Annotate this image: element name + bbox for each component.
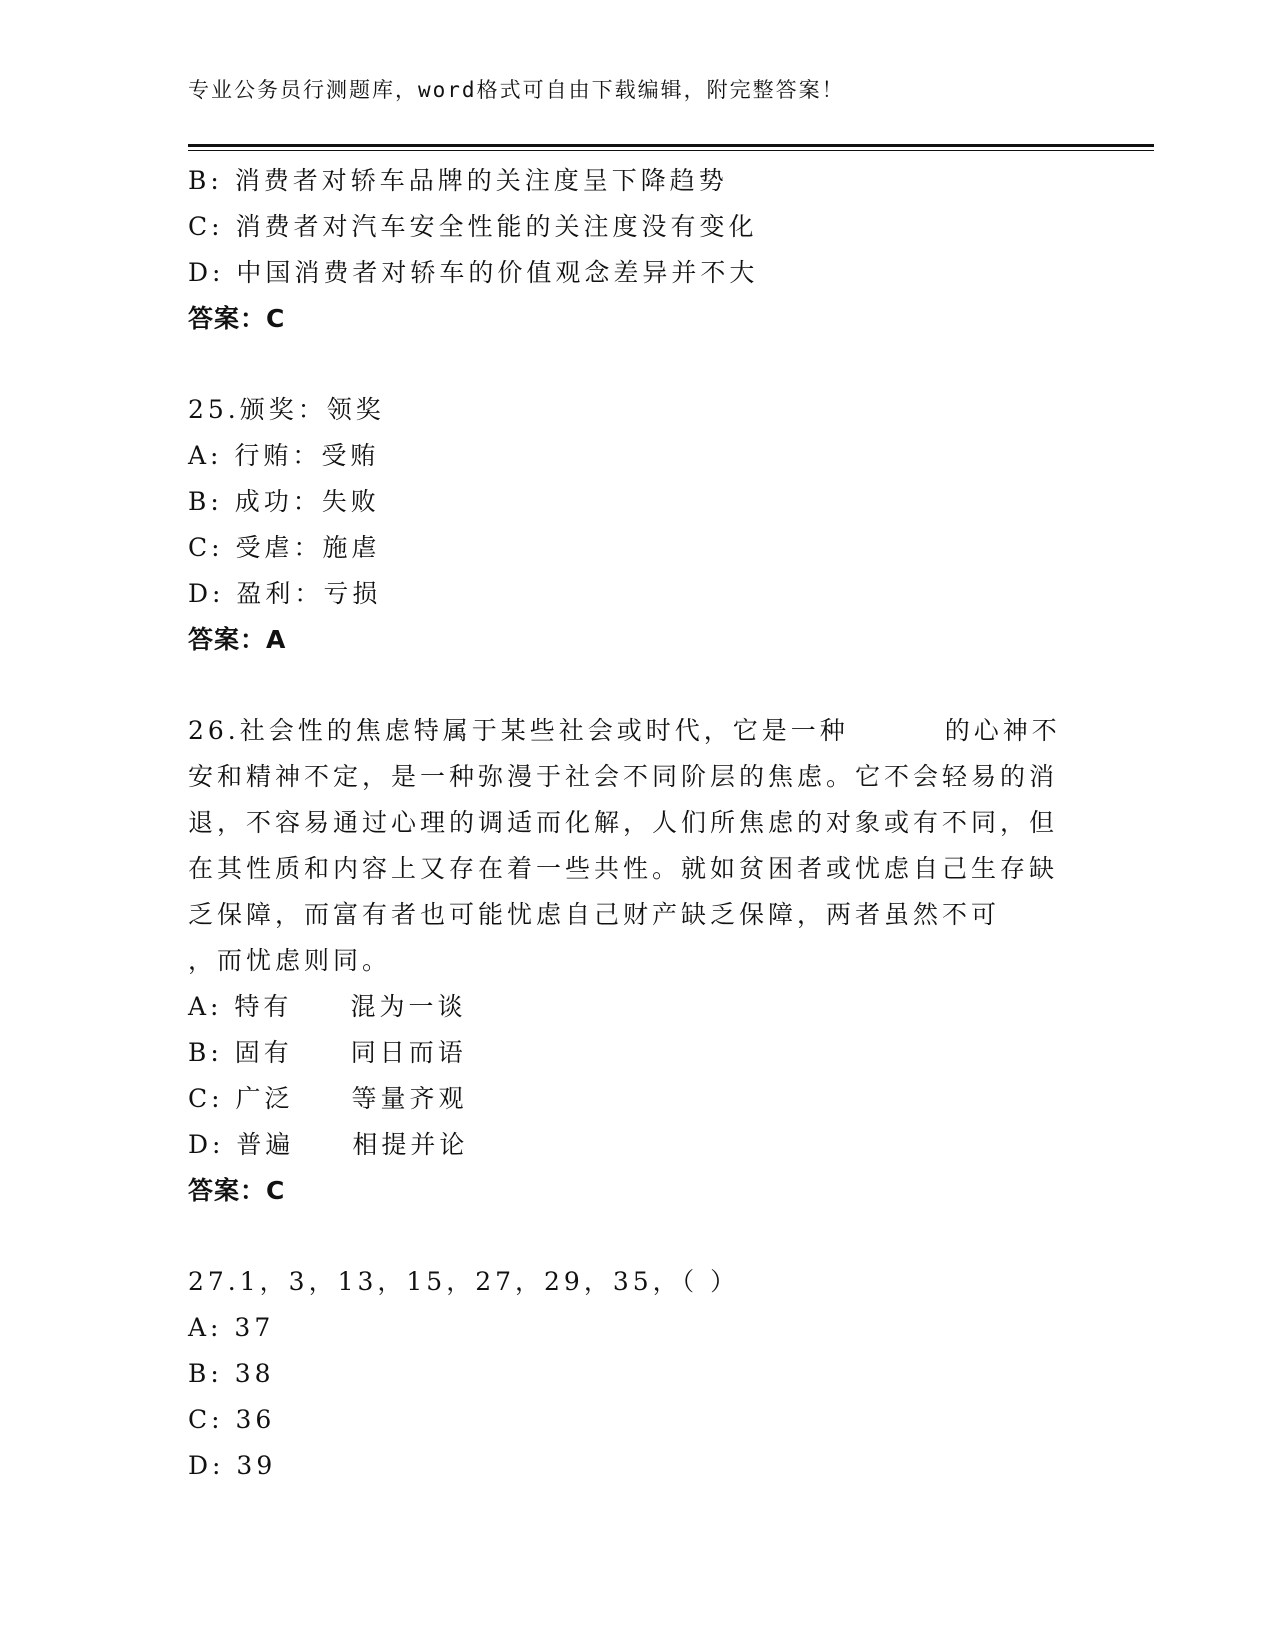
question-stem: 25.颁奖：领奖	[188, 395, 385, 424]
stem-line-4: 在其性质和内容上又存在着一些共性。就如贫困者或忧虑自己生存缺	[188, 854, 1059, 883]
question-stem	[188, 708, 1068, 984]
question-27	[188, 1259, 1068, 1489]
option-b: B: 消费者对轿车品牌的关注度呈下降趋势	[188, 166, 728, 195]
stem-line-2: 安和精神不定，是一种弥漫于社会不同阶层的焦虑。它不会轻易的消	[188, 762, 1059, 791]
page-header: 专业公务员行测题库，word格式可自由下载编辑，附完整答案！	[188, 78, 845, 102]
option-b: B: 38	[188, 1359, 275, 1388]
option-a: A: 行贿：受贿	[188, 441, 380, 470]
question-24-tail	[188, 158, 1068, 342]
option-d: D: 盈利：亏损	[188, 579, 382, 608]
question-25	[188, 387, 1068, 663]
option-c: C: 36	[188, 1405, 276, 1434]
option-c: C: 广泛 等量齐观	[188, 1084, 468, 1113]
option-a: A: 特有 混为一谈	[188, 992, 467, 1021]
stem-line-1b: 的心神不	[944, 716, 1061, 745]
question-stem: 27.1，3，13，15，27，29，35，（ ）	[188, 1267, 740, 1296]
question-content	[188, 158, 1068, 1489]
answer: 答案：C	[188, 304, 286, 333]
stem-line-6: ，而忧虑则同。	[188, 946, 392, 975]
option-c: C: 消费者对汽车安全性能的关注度没有变化	[188, 212, 758, 241]
option-c: C: 受虐：施虐	[188, 533, 381, 562]
header-rule-thick	[188, 144, 1154, 147]
answer: 答案：A	[188, 625, 287, 654]
option-d: D: 39	[188, 1451, 277, 1480]
option-b: B: 成功：失败	[188, 487, 380, 516]
option-d: D: 普遍 相提并论	[188, 1130, 469, 1159]
stem-line-3: 退，不容易通过心理的调适而化解，人们所焦虑的对象或有不同，但	[188, 808, 1059, 837]
question-26	[188, 708, 1068, 1214]
option-b: B: 固有 同日而语	[188, 1038, 467, 1067]
answer: 答案：C	[188, 1176, 286, 1205]
stem-line-1a: 26.社会性的焦虑特属于某些社会或时代，它是一种	[188, 716, 849, 745]
stem-line-5: 乏保障，而富有者也可能忧虑自己财产缺乏保障，两者虽然不可	[188, 900, 1001, 929]
header-rule-thin	[188, 150, 1154, 151]
option-d: D: 中国消费者对轿车的价值观念差异并不大	[188, 258, 759, 287]
option-a: A: 37	[188, 1313, 275, 1342]
